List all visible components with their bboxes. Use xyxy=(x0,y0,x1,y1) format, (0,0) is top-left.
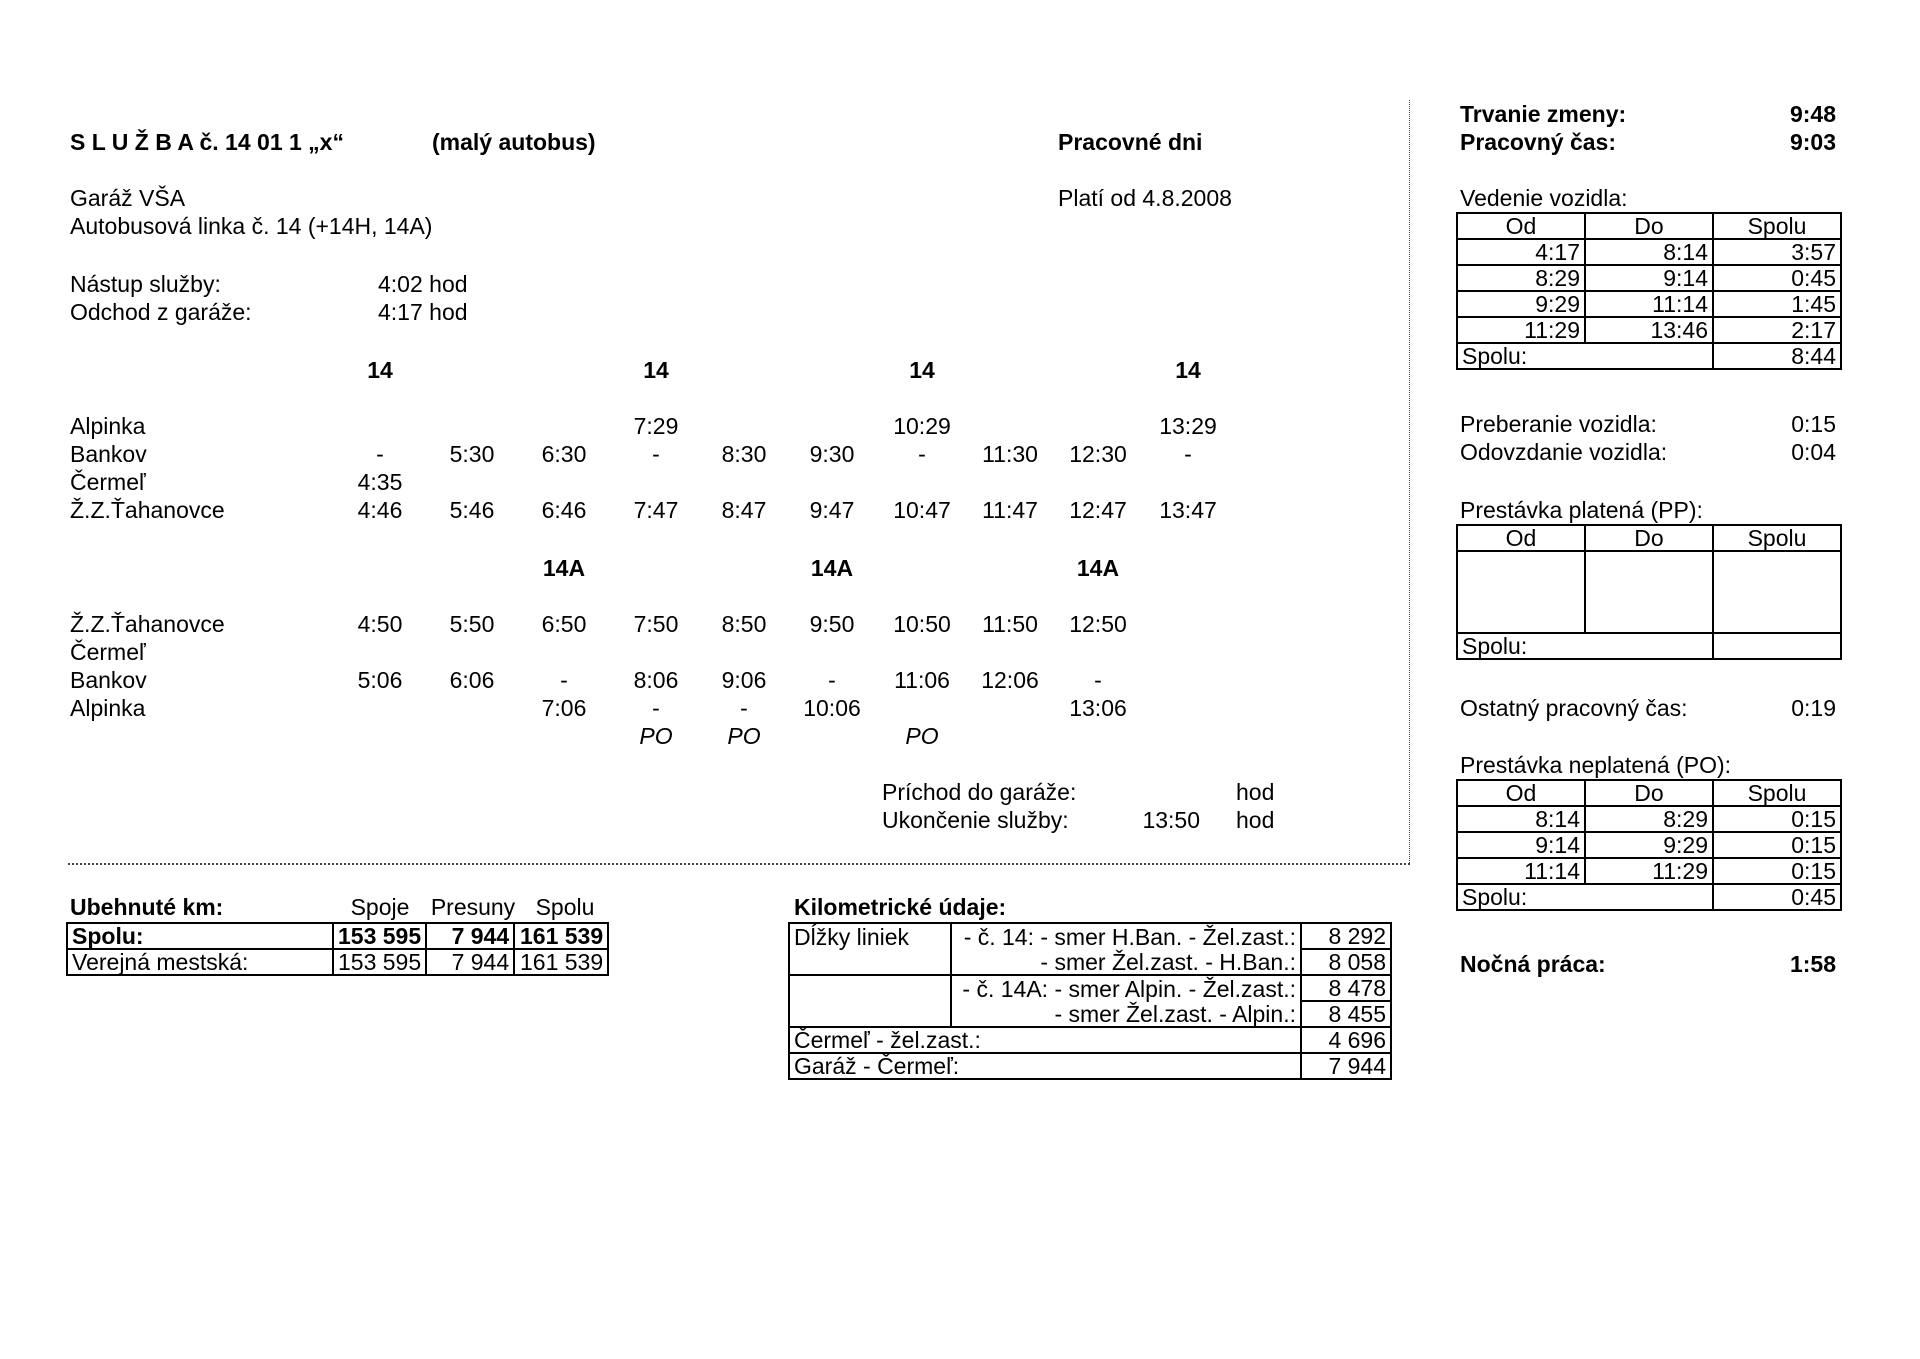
km-cell: 153 595 xyxy=(333,949,426,975)
time-cell: - xyxy=(1184,441,1192,467)
driving-cell: 9:14 xyxy=(1585,265,1713,291)
line-label: 14A xyxy=(1076,555,1120,581)
time-cell: 13:06 xyxy=(1069,695,1127,721)
driving-total-label: Spolu: xyxy=(1457,343,1713,369)
kilometric-spacer xyxy=(789,949,951,975)
line-label: 14 xyxy=(1175,357,1201,383)
paid-break-cell xyxy=(1585,551,1713,633)
time-cell: - xyxy=(918,441,926,467)
end-label: Ukončenie služby: xyxy=(882,807,1069,833)
handover-label: Odovzdanie vozidla: xyxy=(1460,439,1668,465)
kilometric-value: 8 478 xyxy=(1301,975,1391,1001)
time-cell: 7:50 xyxy=(633,611,679,637)
kilometric-value: 8 455 xyxy=(1301,1001,1391,1027)
kilometric-desc: Garáž - Čermeľ: xyxy=(789,1053,1301,1079)
kilometric-value: 7 944 xyxy=(1301,1053,1391,1079)
unpaid-break-row xyxy=(1457,858,1841,884)
unpaid-break-cell: 11:14 xyxy=(1457,858,1585,884)
time-cell: 8:06 xyxy=(633,667,679,693)
driving-cell: 3:57 xyxy=(1713,239,1841,265)
time-cell: 5:50 xyxy=(449,611,495,637)
time-cell: 10:50 xyxy=(893,611,951,637)
driving-table xyxy=(1456,212,1842,370)
paid-break-header: Od xyxy=(1457,525,1585,551)
time-cell: - xyxy=(652,441,660,467)
operating-days: Pracovné dni xyxy=(1058,129,1203,155)
kilometric-row xyxy=(789,949,1391,975)
lengths-label: Dĺžky liniek xyxy=(789,923,951,949)
time-cell: 4:50 xyxy=(357,611,403,637)
unpaid-break-total-label: Spolu: xyxy=(1457,884,1713,910)
bus-line: Autobusová linka č. 14 (+14H, 14A) xyxy=(70,213,433,239)
line-label: 14A xyxy=(542,555,586,581)
time-cell: 5:30 xyxy=(449,441,495,467)
time-cell: - xyxy=(740,695,748,721)
trip-note: PO xyxy=(905,723,939,749)
stop-name: Ž.Z.Ťahanovce xyxy=(70,497,225,523)
km-cell: 7 944 xyxy=(426,949,514,975)
paid-break-total-value xyxy=(1713,633,1841,659)
time-cell: - xyxy=(560,667,568,693)
depart-label: Odchod z garáže: xyxy=(70,299,252,325)
unpaid-break-header-row xyxy=(1457,780,1841,806)
kilometric-row xyxy=(789,1053,1391,1079)
horizontal-divider xyxy=(68,863,1410,865)
time-cell: 11:47 xyxy=(982,497,1038,523)
arrival-label: Príchod do garáže: xyxy=(882,779,1077,805)
kilometric-row xyxy=(789,1027,1391,1053)
stop-name: Alpinka xyxy=(70,413,146,439)
driving-header: Do xyxy=(1585,213,1713,239)
time-cell: 6:06 xyxy=(449,667,495,693)
paid-break-header: Do xyxy=(1585,525,1713,551)
kilometric-value: 8 058 xyxy=(1301,949,1391,975)
km-title: Ubehnuté km: xyxy=(70,894,224,920)
kilometric-spacer xyxy=(789,1001,951,1027)
line-label: 14 xyxy=(367,357,393,383)
kilometric-desc: Čermeľ - žel.zast.: xyxy=(789,1027,1301,1053)
vertical-divider xyxy=(1409,100,1410,865)
valid-from: Platí od 4.8.2008 xyxy=(1058,185,1232,211)
time-cell: 7:29 xyxy=(633,413,679,439)
time-cell: 8:30 xyxy=(721,441,767,467)
unpaid-break-row xyxy=(1457,806,1841,832)
handover-value: 0:04 xyxy=(1791,439,1836,465)
km-header-spoje: Spoje xyxy=(350,894,410,920)
driving-header: Spolu xyxy=(1713,213,1841,239)
start-label: Nástup služby: xyxy=(70,271,221,297)
stop-name: Čermeľ xyxy=(70,639,146,665)
time-cell: - xyxy=(376,441,384,467)
time-cell: 9:47 xyxy=(809,497,855,523)
other-work-value: 0:19 xyxy=(1791,695,1836,721)
driving-cell: 2:17 xyxy=(1713,317,1841,343)
kilometric-table xyxy=(788,922,1392,1080)
unpaid-break-cell: 11:29 xyxy=(1585,858,1713,884)
driving-title: Vedenie vozidla: xyxy=(1460,185,1628,211)
driving-row xyxy=(1457,291,1841,317)
driving-cell: 13:46 xyxy=(1585,317,1713,343)
time-cell: - xyxy=(1094,667,1102,693)
work-label: Pracovný čas: xyxy=(1460,129,1616,155)
driving-cell: 4:17 xyxy=(1457,239,1585,265)
kilometric-desc: - č. 14: - smer H.Ban. - Žel.zast.: xyxy=(951,923,1301,949)
line-label: 14 xyxy=(643,357,669,383)
driving-row xyxy=(1457,265,1841,291)
unpaid-break-cell: 0:15 xyxy=(1713,858,1841,884)
km-cell: 161 539 xyxy=(514,923,608,949)
vehicle-type: (malý autobus) xyxy=(432,129,596,155)
km-cell: 153 595 xyxy=(333,923,426,949)
kilometric-spacer xyxy=(789,975,951,1001)
driving-cell: 8:29 xyxy=(1457,265,1585,291)
time-cell: - xyxy=(652,695,660,721)
kilometric-row xyxy=(789,1001,1391,1027)
km-table xyxy=(66,922,609,976)
time-cell: 7:06 xyxy=(541,695,587,721)
kilometric-desc: - smer Žel.zast. - H.Ban.: xyxy=(951,949,1301,975)
takeover-value: 0:15 xyxy=(1791,411,1836,437)
time-cell: 6:30 xyxy=(541,441,587,467)
time-cell: 13:47 xyxy=(1159,497,1217,523)
time-cell: 9:50 xyxy=(809,611,855,637)
night-work-value: 1:58 xyxy=(1789,951,1836,977)
time-cell: 8:50 xyxy=(721,611,767,637)
time-cell: 5:46 xyxy=(449,497,495,523)
time-cell: 4:46 xyxy=(357,497,403,523)
end-time: 13:50 xyxy=(1142,807,1200,833)
service-title: S L U Ž B A č. 14 01 1 „x“ xyxy=(70,129,344,155)
time-cell: 5:06 xyxy=(357,667,403,693)
time-cell: 9:06 xyxy=(721,667,767,693)
unpaid-break-cell: 8:29 xyxy=(1585,806,1713,832)
stop-name: Ž.Z.Ťahanovce xyxy=(70,611,225,637)
km-row-total xyxy=(67,923,608,949)
time-cell: 6:50 xyxy=(541,611,587,637)
unpaid-break-cell: 9:29 xyxy=(1585,832,1713,858)
kilometric-value: 4 696 xyxy=(1301,1027,1391,1053)
driving-row xyxy=(1457,239,1841,265)
shift-label: Trvanie zmeny: xyxy=(1460,101,1627,127)
night-work-label: Nočná práca: xyxy=(1460,951,1606,977)
km-row-public xyxy=(67,949,608,975)
paid-break-total-row xyxy=(1457,633,1841,659)
time-cell: - xyxy=(828,667,836,693)
trip-note: PO xyxy=(727,723,761,749)
unpaid-break-title: Prestávka neplatená (PO): xyxy=(1460,752,1732,778)
garage-name: Garáž VŠA xyxy=(70,185,186,211)
time-cell: 10:06 xyxy=(803,695,861,721)
driving-total-value: 8:44 xyxy=(1713,343,1841,369)
kilometric-value: 8 292 xyxy=(1301,923,1391,949)
time-cell: 12:06 xyxy=(981,667,1039,693)
time-cell: 4:35 xyxy=(357,469,403,495)
time-cell: 11:50 xyxy=(982,611,1038,637)
paid-break-cell xyxy=(1457,551,1585,633)
unpaid-break-header: Spolu xyxy=(1713,780,1841,806)
unpaid-break-cell: 0:15 xyxy=(1713,806,1841,832)
time-cell: 11:30 xyxy=(982,441,1038,467)
driving-cell: 11:14 xyxy=(1585,291,1713,317)
driving-header: Od xyxy=(1457,213,1585,239)
km-cell: 161 539 xyxy=(514,949,608,975)
km-row-label: Spolu: xyxy=(67,923,333,949)
km-header-presuny: Presuny xyxy=(430,894,516,920)
arrival-unit: hod xyxy=(1236,779,1275,805)
driving-cell: 9:29 xyxy=(1457,291,1585,317)
unpaid-break-header: Do xyxy=(1585,780,1713,806)
time-cell: 10:47 xyxy=(893,497,951,523)
line-label: 14A xyxy=(810,555,854,581)
unpaid-break-total-row xyxy=(1457,884,1841,910)
unpaid-break-row xyxy=(1457,832,1841,858)
unpaid-break-total-value: 0:45 xyxy=(1713,884,1841,910)
line-label: 14 xyxy=(909,357,935,383)
time-cell: 6:46 xyxy=(541,497,587,523)
paid-break-header-row xyxy=(1457,525,1841,551)
takeover-label: Preberanie vozidla: xyxy=(1460,411,1657,437)
unpaid-break-cell: 9:14 xyxy=(1457,832,1585,858)
time-cell: 12:30 xyxy=(1069,441,1127,467)
stop-name: Bankov xyxy=(70,667,147,693)
unpaid-break-cell: 0:15 xyxy=(1713,832,1841,858)
km-cell: 7 944 xyxy=(426,923,514,949)
paid-break-cell xyxy=(1713,551,1841,633)
km-header-spolu: Spolu xyxy=(535,894,595,920)
stop-name: Bankov xyxy=(70,441,147,467)
driving-cell: 8:14 xyxy=(1585,239,1713,265)
end-unit: hod xyxy=(1236,807,1275,833)
time-cell: 9:30 xyxy=(809,441,855,467)
unpaid-break-header: Od xyxy=(1457,780,1585,806)
kilometric-title: Kilometrické údaje: xyxy=(794,894,1007,920)
other-work-label: Ostatný pracovný čas: xyxy=(1460,695,1688,721)
time-cell: 12:47 xyxy=(1069,497,1127,523)
kilometric-row xyxy=(789,975,1391,1001)
kilometric-desc: - č. 14A: - smer Alpin. - Žel.zast.: xyxy=(951,975,1301,1001)
paid-break-row xyxy=(1457,551,1841,633)
trip-note: PO xyxy=(639,723,673,749)
kilometric-desc: - smer Žel.zast. - Alpin.: xyxy=(951,1001,1301,1027)
paid-break-table xyxy=(1456,524,1842,660)
time-cell: 7:47 xyxy=(633,497,679,523)
driving-total-row xyxy=(1457,343,1841,369)
stop-name: Alpinka xyxy=(70,695,146,721)
time-cell: 12:50 xyxy=(1069,611,1127,637)
km-row-label: Verejná mestská: xyxy=(67,949,333,975)
driving-cell: 0:45 xyxy=(1713,265,1841,291)
stop-name: Čermeľ xyxy=(70,469,146,495)
time-cell: 13:29 xyxy=(1159,413,1217,439)
shift-value: 9:48 xyxy=(1789,101,1836,127)
unpaid-break-table xyxy=(1456,779,1842,911)
start-value: 4:02 hod xyxy=(378,271,468,297)
time-cell: 8:47 xyxy=(721,497,767,523)
paid-break-header: Spolu xyxy=(1713,525,1841,551)
work-value: 9:03 xyxy=(1789,129,1836,155)
kilometric-row xyxy=(789,923,1391,949)
driving-cell: 11:29 xyxy=(1457,317,1585,343)
depart-value: 4:17 hod xyxy=(378,299,468,325)
time-cell: 11:06 xyxy=(894,667,950,693)
driving-header-row xyxy=(1457,213,1841,239)
paid-break-title: Prestávka platená (PP): xyxy=(1460,497,1703,523)
driving-row xyxy=(1457,317,1841,343)
paid-break-total-label: Spolu: xyxy=(1457,633,1713,659)
unpaid-break-cell: 8:14 xyxy=(1457,806,1585,832)
time-cell: 10:29 xyxy=(893,413,951,439)
driving-cell: 1:45 xyxy=(1713,291,1841,317)
